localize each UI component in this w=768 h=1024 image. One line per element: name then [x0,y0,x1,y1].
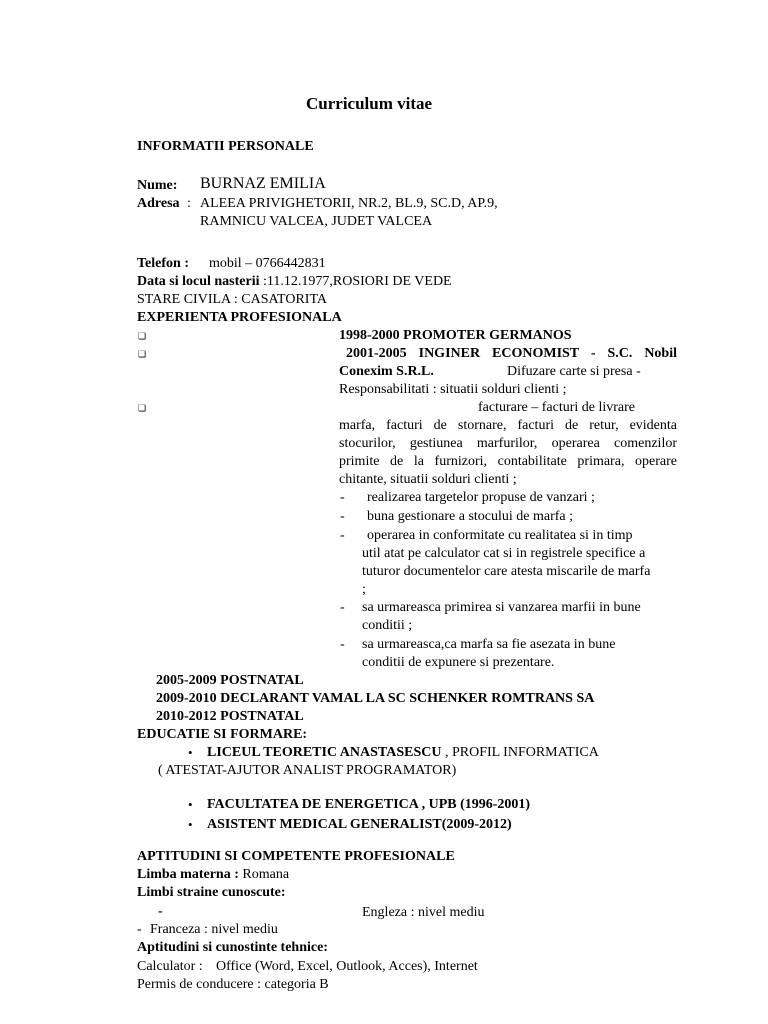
task-4-line-2: conditii ; [362,618,413,633]
task-4-line-1: sa urmareasca primirea si vanzarea marfii in bune [362,600,641,615]
job-3-line-3: stocurilor, gestiunea marfurilor, operarea comenzilor [339,436,677,451]
school-1-name: LICEUL TEORETIC ANASTASESCU [207,745,442,760]
task-5-line-1: sa urmareasca,ca marfa sa fie asezata in bune [362,637,616,652]
job-3-line-4: primite de la furnizori, contabilitate primara, operare [339,454,677,469]
dash-bullet: - [340,509,345,524]
dash-bullet: - [340,528,345,543]
period-1: 2005-2009 POSTNATAL [156,673,304,688]
phone-value: mobil – 0766442831 [209,256,326,271]
address-line-1: ALEEA PRIVIGHETORII, NR.2, BL.9, SC.D, AP.9, [200,196,498,211]
school-1-profile: , PROFIL INFORMATICA [444,745,599,760]
foreign-languages-label: Limbi straine cunoscute: [137,885,286,900]
birth-value: :11.12.1977,ROSIORI DE VEDE [263,274,452,289]
dash-bullet: - [158,904,163,919]
task-5-line-2: conditii de expunere si prezentare. [362,655,555,670]
mother-tongue-value: Romana [242,867,290,882]
job-1: 1998-2000 PROMOTER GERMANOS [339,328,572,343]
job-2-activity: Difuzare carte si presa - [507,364,641,379]
bullet-dot-icon: • [188,817,193,832]
task-3-line-2: util atat pe calculator cat si in registrele specifice a [362,546,646,561]
dash-bullet: - [340,600,345,615]
address-line-2: RAMNICU VALCEA, JUDET VALCEA [200,214,433,229]
address-label: Adresa [137,196,180,211]
civil-status: STARE CIVILA : CASATORITA [137,292,328,307]
dash-bullet: - [340,637,345,652]
computer-value: Office (Word, Excel, Outlook, Acces), Internet [216,959,478,974]
driving-license: Permis de conducere : categoria B [137,977,329,992]
period-2: 2009-2010 DECLARANT VAMAL LA SC SCHENKER ROMTRANS SA [156,691,595,706]
computer-label: Calculator : [137,959,203,974]
name-label: Nume: [137,178,178,193]
job-3-line-2: marfa, facturi de stornare, facturi de retur, evidenta [339,418,677,433]
job-3-line-5: chitante, situatii solduri clienti ; [339,472,517,487]
school-2: FACULTATEA DE ENERGETICA , UPB (1996-2001) [207,797,531,812]
section-heading-education: EDUCATIE SI FORMARE: [137,727,308,742]
section-heading-personal: INFORMATII PERSONALE [137,139,314,154]
language-english: Engleza : nivel mediu [362,905,485,920]
bullet-dot-icon: • [188,745,193,760]
language-french: Franceza : nivel mediu [150,922,278,937]
mother-tongue-row [137,866,289,884]
school-3: ASISTENT MEDICAL GENERALIST(2009-2012) [207,817,512,832]
dash-bullet: - [137,922,142,937]
job-2-line-1: 2001-2005 INGINER ECONOMIST - S.C. Nobil [346,346,677,361]
section-heading-experience: EXPERIENTA PROFESIONALA [137,310,342,325]
square-bullet-icon: ❏ [138,349,147,359]
square-bullet-icon: ❏ [138,403,147,413]
task-1: realizarea targetelor propuse de vanzari ; [367,490,595,505]
job-2-responsibilities: Responsabilitati : situatii solduri clienti ; [339,382,567,397]
birth-row [137,273,452,291]
mother-tongue-label: Limba materna : [137,867,239,882]
job-3-line-1: facturare – facturi de livrare [478,400,636,415]
task-2: buna gestionare a stocului de marfa ; [367,509,574,524]
page-title: Curriculum vitae [306,94,433,113]
birth-label: Data si locul nasterii [137,274,260,289]
phone-label: Telefon : [137,256,189,271]
technical-skills-label: Aptitudini si cunostinte tehnice: [137,940,328,955]
bullet-dot-icon: • [188,797,193,812]
school-1 [207,744,599,762]
name-value: BURNAZ EMILIA [200,175,326,192]
task-3-line-4: ; [362,582,366,597]
dash-bullet: - [340,490,345,505]
task-3-line-1: operarea in conformitate cu realitatea si in timp [367,528,633,543]
address-colon: : [187,196,191,211]
task-3-line-3: tuturor documentelor care atesta miscarile de marfa [362,564,651,579]
job-2-company: Conexim S.R.L. [339,364,434,379]
school-1-certificate: ( ATESTAT-AJUTOR ANALIST PROGRAMATOR) [158,763,457,778]
period-3: 2010-2012 POSTNATAL [156,709,304,724]
section-heading-skills: APTITUDINI SI COMPETENTE PROFESIONALE [137,849,455,864]
square-bullet-icon: ❏ [138,331,147,341]
